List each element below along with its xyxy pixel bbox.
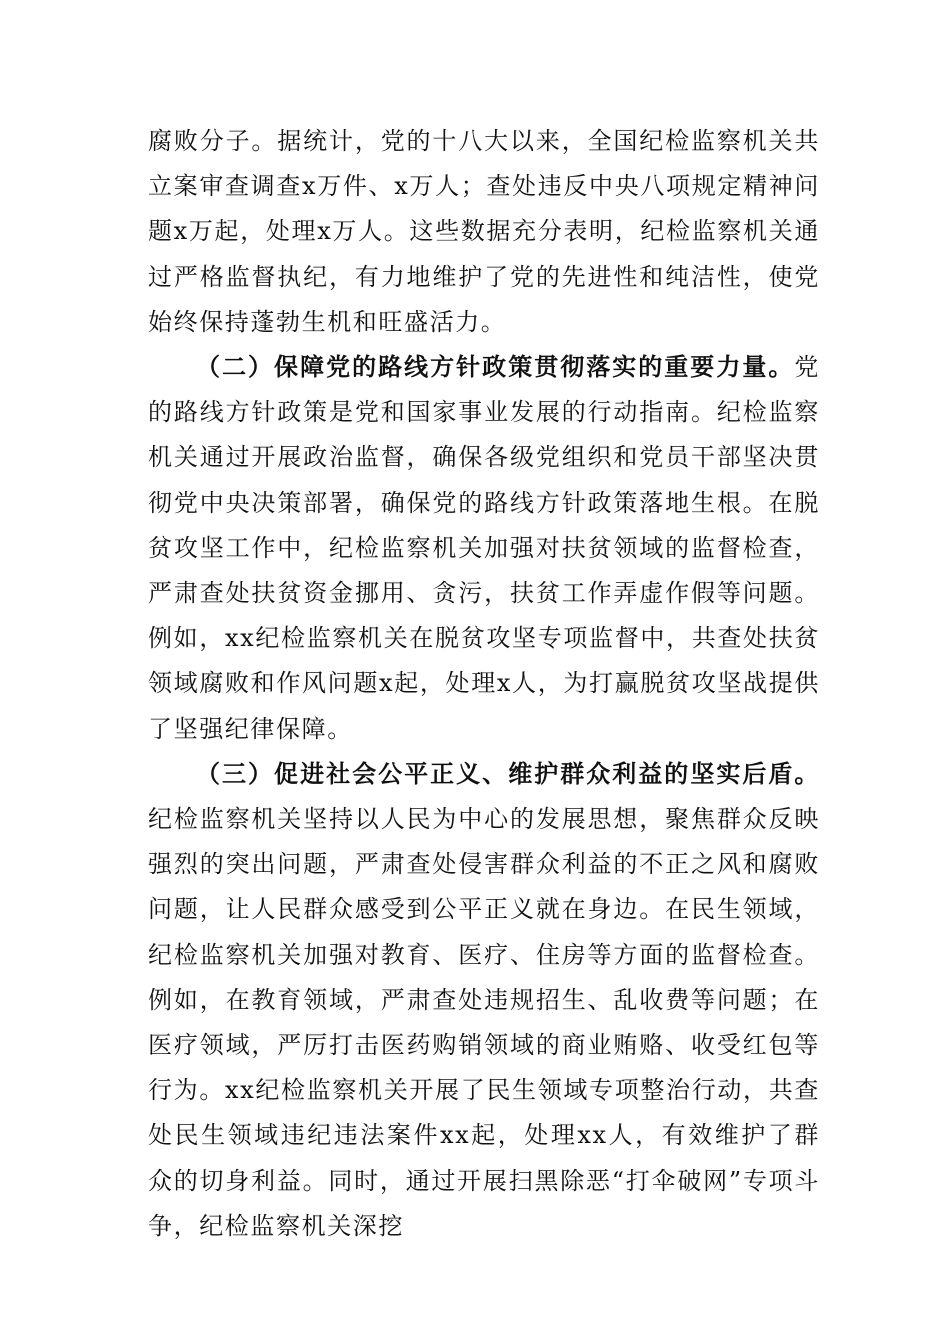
section-heading-2: （二）保障党的路线方针政策贯彻落实的重要力量。 [196, 353, 795, 382]
paragraph-2-text: 党的路线方针政策是党和国家事业发展的行动指南。纪检监察机关通过开展政治监督，确保各级党组织和党员干部坚决贯彻党中央决策部署，确保党的路线方针政策落地生根。在脱贫攻坚工作中，纪检监察机关加强对扶贫领域的监督检查，严肃查处扶贫资金挪用、贪污，扶贫工作弄虚作假等问题。例如，xx纪检监察机关在脱贫攻坚专项监督中，共查处扶贫领域腐败和作风问题x起，处理x人，为打赢脱贫攻坚战提供了坚强纪律保障。 [148, 353, 820, 743]
paragraph-2 [148, 345, 820, 752]
paragraph-3-text: 纪检监察机关坚持以人民为中心的发展思想，聚焦群众反映强烈的突出问题，严肃查处侵害群众利益的不正之风和腐败问题，让人民群众感受到公平正义就在身边。在民生领域，纪检监察机关加强对教育、医疗、住房等方面的监督检查。例如，在教育领域，严肃查处违规招生、乱收费等问题；在医疗领域，严厉打击医药购销领域的商业贿赂、收受红包等行为。xx纪检监察机关开展了民生领域专项整治行动，共查处民生领域违纪违法案件xx起，处理xx人，有效维护了群众的切身利益。同时，通过开展扫黑除恶“打伞破网”专项斗争，纪检监察机关深挖 [148, 805, 820, 1240]
section-heading-3: （三）促进社会公平正义、维护群众利益的坚实后盾。 [196, 759, 820, 788]
paragraph-1-text: 腐败分子。据统计，党的十八大以来，全国纪检监察机关共立案审查调查x万件、x万人；查处违反中央八项规定精神问题x万起，处理x万人。这些数据充分表明，纪检监察机关通过严格监督执纪，有力地维护了党的先进性和纯洁性，使党始终保持蓬勃生机和旺盛活力。 [148, 127, 820, 336]
paragraph-3 [148, 752, 820, 1249]
paragraph-1 [148, 119, 820, 345]
document-body [148, 119, 820, 1249]
